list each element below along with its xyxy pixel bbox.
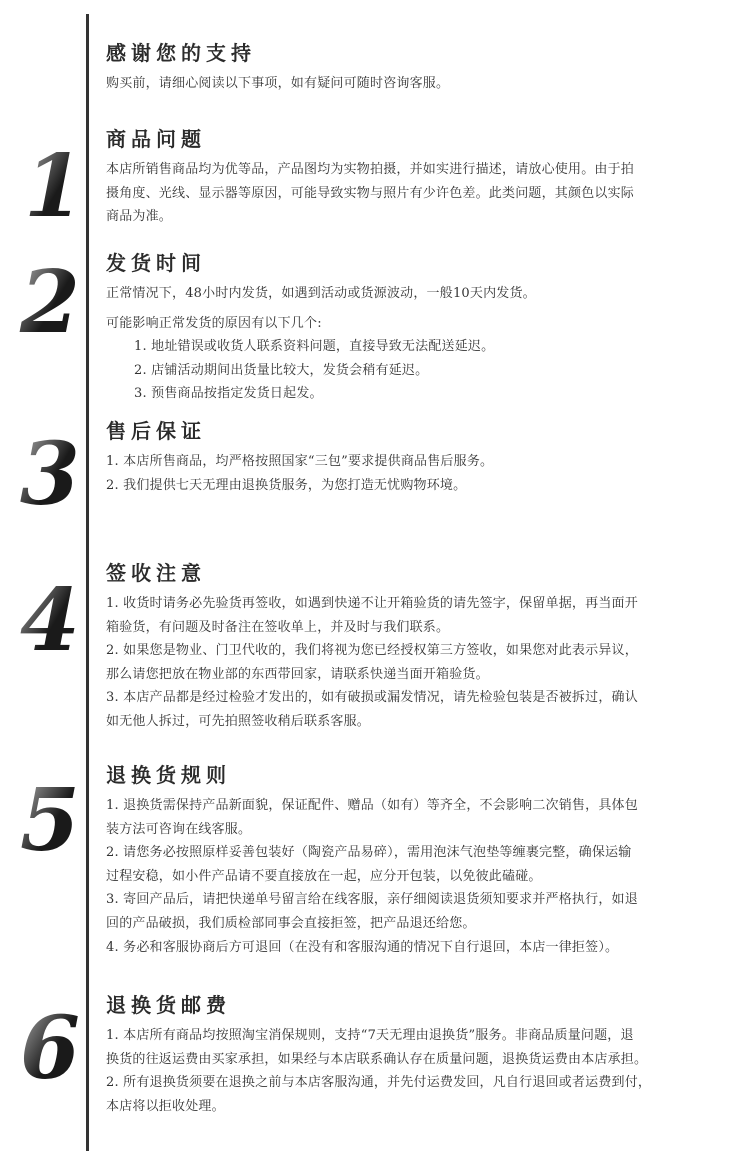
section-text: 正常情况下，48小时内发货，如遇到活动或货源波动，一般10天内发货。: [106, 286, 536, 301]
numeral-5: [18, 770, 88, 871]
numeral-3: [18, 424, 88, 525]
section-text: 2. 请您务必按照原样妥善包装好（陶瓷产品易碎），需用泡沫气泡垫等缠裹完整，确保运输: [106, 845, 632, 861]
section-text: 装方法可咨询在线客服。: [106, 821, 252, 837]
section-text: 过程安稳，如小件产品请不要直接放在一起，应分开包装，以免彼此磕碰。: [106, 868, 542, 884]
section-title: 感谢您的支持: [106, 41, 256, 65]
section-product-issues: [106, 126, 726, 229]
section-text: 2. 我们提供七天无理由退换货服务，为您打造无忧购物环境。: [106, 477, 467, 493]
numeral-3-glyph: 3: [20, 424, 80, 525]
section-signing-notes: [106, 560, 726, 734]
section-text: 换货的往返运费由买家承担，如果经与本店联系确认存在质量问题，退换货运费由本店承担。: [106, 1051, 648, 1067]
section-text: 回的产品破损，我们质检部同事会直接拒签，把产品退还给您。: [106, 915, 476, 931]
section-text: 摄角度、光线、显示器等原因，可能导致实物与照片有少许色差。此类问题，其颜色以实际: [106, 185, 635, 201]
section-title: 售后保证: [106, 419, 206, 443]
section-title: 签收注意: [106, 561, 206, 585]
numeral-5-glyph: 5: [20, 770, 80, 871]
section-text: 那么请您把放在物业部的东西带回家，请联系快递当面开箱验货。: [106, 666, 489, 682]
section-text: 2. 所有退换货须要在退换之前与本店客服沟通，并先付运费发回，凡自行退回或者运费到付，: [106, 1075, 652, 1091]
section-text: 1. 本店所售商品，均严格按照国家“三包”要求提供商品售后服务。: [106, 454, 494, 469]
section-text: 商品为准。: [106, 209, 173, 225]
numeral-4: [18, 570, 88, 671]
numeral-6: [18, 998, 88, 1099]
section-after-sales: [106, 418, 726, 497]
section-text: 可能影响正常发货的原因有以下几个:: [106, 315, 322, 331]
section-text: 3. 本店产品都是经过检验才发出的，如有破损或漏发情况，请先检验包装是否被拆过，确认: [106, 690, 638, 706]
numeral-4-glyph: 4: [20, 570, 80, 671]
section-text: 如无他人拆过，可先拍照签收稍后联系客服。: [106, 713, 371, 729]
section-shipping-time: [106, 250, 726, 406]
numeral-2-glyph: 2: [20, 252, 80, 353]
section-text: 购买前，请细心阅读以下事项，如有疑问可随时咨询客服。: [106, 76, 450, 91]
section-return-rules: [106, 762, 726, 959]
section-intro: [106, 40, 726, 96]
list-item: 3. 预售商品按指定发货日起发。: [134, 386, 323, 402]
section-text: 本店所销售商品均为优等品，产品图均为实物拍摄，并如实进行描述，请放心使用。由于拍: [106, 162, 635, 177]
numeral-6-glyph: 6: [20, 998, 80, 1099]
section-text: 箱验货，有问题及时备注在签收单上，并及时与我们联系。: [106, 619, 450, 635]
numeral-1: [18, 136, 88, 237]
section-text: 4. 务必和客服协商后方可退回（在没有和客服沟通的情况下自行退回，本店一律拒签）。: [106, 939, 619, 955]
section-title: 发货时间: [106, 251, 206, 275]
numeral-2: [18, 252, 88, 353]
section-text: 2. 如果您是物业、门卫代收的，我们将视为您已经授权第三方签收，如果您对此表示异议，: [106, 643, 638, 659]
list-item: 1. 地址错误或收货人联系资料问题，直接导致无法配送延迟。: [134, 339, 495, 355]
section-return-shipping-fee: [106, 992, 726, 1118]
section-title: 商品问题: [106, 127, 206, 151]
section-text: 1. 退换货需保持产品新面貌，保证配件、赠品（如有）等齐全，不会影响二次销售，具体包: [106, 798, 638, 813]
section-text: 1. 收货时请务必先验货再签收，如遇到快递不让开箱验货的请先签字，保留单据，再当面开: [106, 596, 638, 611]
numeral-1-glyph: 1: [24, 136, 84, 237]
reason-list: [106, 335, 726, 406]
section-text: 本店将以拒收处理。: [106, 1098, 225, 1114]
section-text: 1. 本店所有商品均按照淘宝消保规则，支持“7天无理由退换货”服务。非商品质量问题，退: [106, 1028, 634, 1043]
section-title: 退换货邮费: [106, 993, 231, 1017]
section-text: 3. 寄回产品后，请把快递单号留言给在线客服，亲仔细阅读退货须知要求并严格执行，如退: [106, 892, 638, 908]
list-item: 2. 店铺活动期间出货量比较大，发货会稍有延迟。: [134, 362, 429, 378]
section-title: 退换货规则: [106, 763, 231, 787]
